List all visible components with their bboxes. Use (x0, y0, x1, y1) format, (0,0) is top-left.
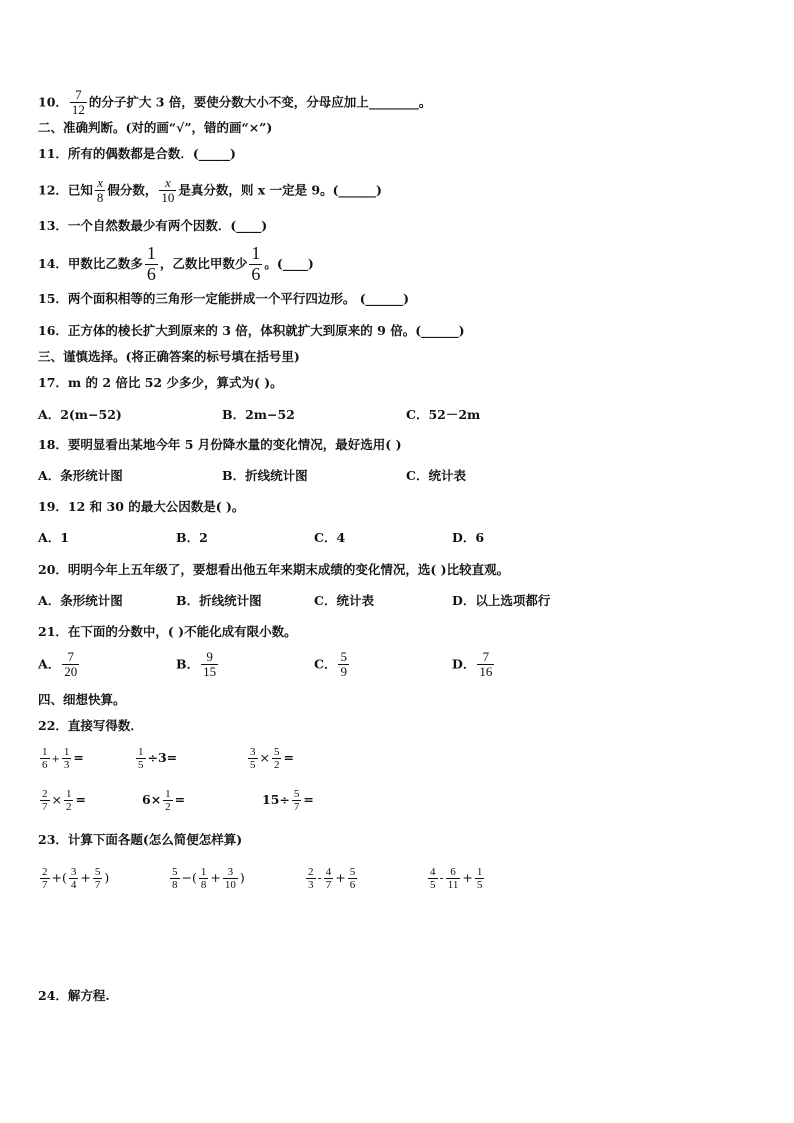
question-15: 15．两个面积相等的三角形一定能拼成一个平行四边形。 (______) (38, 291, 410, 306)
option-c: C．52－2m (406, 407, 481, 422)
fraction: $\frac{x}{10}$ (161, 175, 175, 206)
option-d: D． $\frac{7}{16}$ (452, 649, 493, 680)
option-b: B．2 (176, 530, 208, 545)
option-a: A．条形统计图 (38, 468, 123, 483)
option-c: C．统计表 (314, 593, 374, 608)
mental-calc-5: 6× $\frac{1}{2}$ = (142, 788, 186, 814)
option-a: A．条形统计图 (38, 593, 123, 608)
calc-expression-1: $\frac{2}{7}$ +( $\frac{3}{4}$ + $\frac{5}{7}$ ) (42, 866, 110, 892)
mental-calc-6: 15÷ $\frac{5}{7}$ = (262, 788, 314, 814)
question-20: 20．明明今年上五年级了，要想看出他五年来期末成绩的变化情况，选( )比较直观。 (38, 562, 510, 577)
question-22: 22．直接写得数． (38, 718, 143, 733)
fraction: $\frac{9}{15}$ (203, 649, 217, 680)
question-24: 24．解方程. (38, 988, 110, 1003)
question-number: 10． (38, 94, 68, 110)
question-12: 12．已知 $\frac{x}{8}$ 假分数， $\frac{x}{10}$ 是真分数，则 x 一定是 9。(______) (38, 175, 382, 206)
option-a: A． $\frac{7}{20}$ (38, 649, 78, 680)
question-16: 16．正方体的棱长扩大到原来的 3 倍，体积就扩大到原来的 9 倍。(______) (38, 323, 465, 338)
mental-calc-1: $\frac{1}{6}$ + $\frac{1}{3}$ = (42, 746, 84, 772)
section-heading-3: 三、谨慎选择。(将正确答案的标号填在括号里) (38, 349, 300, 364)
option-b: B． $\frac{9}{15}$ (176, 649, 217, 680)
question-10: 10． $\frac{7}{12}$ 的分子扩大 3 倍，要使分数大小不变，分母应加上________。 (38, 87, 432, 118)
answer-blank: ________ (368, 94, 419, 110)
option-b: B．折线统计图 (222, 468, 308, 483)
fraction: $\frac{7}{12}$ (71, 87, 85, 118)
question-23: 23．计算下面各题(怎么简便怎样算) (38, 832, 243, 847)
question-21: 21．在下面的分数中，( )不能化成有限小数。 (38, 624, 297, 639)
question-19: 19．12 和 30 的最大公因数是( )。 (38, 499, 245, 514)
option-a: A．2(m−52) (38, 407, 122, 422)
mental-calc-4: $\frac{2}{7}$ × $\frac{1}{2}$ = (42, 788, 86, 814)
option-c: C．统计表 (406, 468, 466, 483)
option-a: A．1 (38, 530, 69, 545)
question-17: 17．m 的 2 倍比 52 少多少，算式为( )。 (38, 375, 283, 390)
section-heading-4: 四、细想快算。 (38, 692, 126, 707)
question-13: 13．一个自然数最少有两个因数．(____) (38, 218, 268, 233)
calc-expression-4: $\frac{4}{5}$ - $\frac{6}{11}$ + $\frac{1}{5}$ (430, 866, 483, 892)
mental-calc-2: $\frac{1}{5}$ ÷3= (138, 746, 178, 772)
fraction: $\frac{x}{8}$ (96, 175, 104, 206)
question-18: 18．要明显看出某地今年 5 月份降水量的变化情况，最好选用( ) (38, 437, 402, 452)
fraction: $\frac{1}{6}$ (251, 243, 261, 284)
fraction: $\frac{7}{16}$ (479, 649, 493, 680)
fraction: $\frac{7}{20}$ (64, 649, 78, 680)
calc-expression-3: $\frac{2}{3}$ - $\frac{4}{7}$ + $\frac{5}{6}$ (308, 866, 356, 892)
question-11: 11．所有的偶数都是合数．(_____) (38, 146, 236, 161)
option-d: D．以上选项都行 (452, 593, 551, 608)
option-d: D．6 (452, 530, 485, 545)
question-14: 14．甲数比乙数多 $\frac{1}{6}$ ，乙数比甲数少 $\frac{1}{6}$ 。(____) (38, 243, 314, 284)
calc-expression-2: $\frac{5}{8}$ −( $\frac{1}{8}$ + $\frac{3}{10}$ ) (172, 866, 245, 892)
mental-calc-3: $\frac{3}{5}$ × $\frac{5}{2}$ = (250, 746, 294, 772)
fraction: $\frac{5}{9}$ (340, 649, 347, 680)
section-heading-2: 二、准确判断。(对的画“√”，错的画“×”) (38, 120, 273, 135)
option-c: C． $\frac{5}{9}$ (314, 649, 347, 680)
option-b: B．折线统计图 (176, 593, 262, 608)
fraction: $\frac{1}{6}$ (146, 243, 156, 284)
option-c: C．4 (314, 530, 346, 545)
option-b: B．2m−52 (222, 407, 295, 422)
